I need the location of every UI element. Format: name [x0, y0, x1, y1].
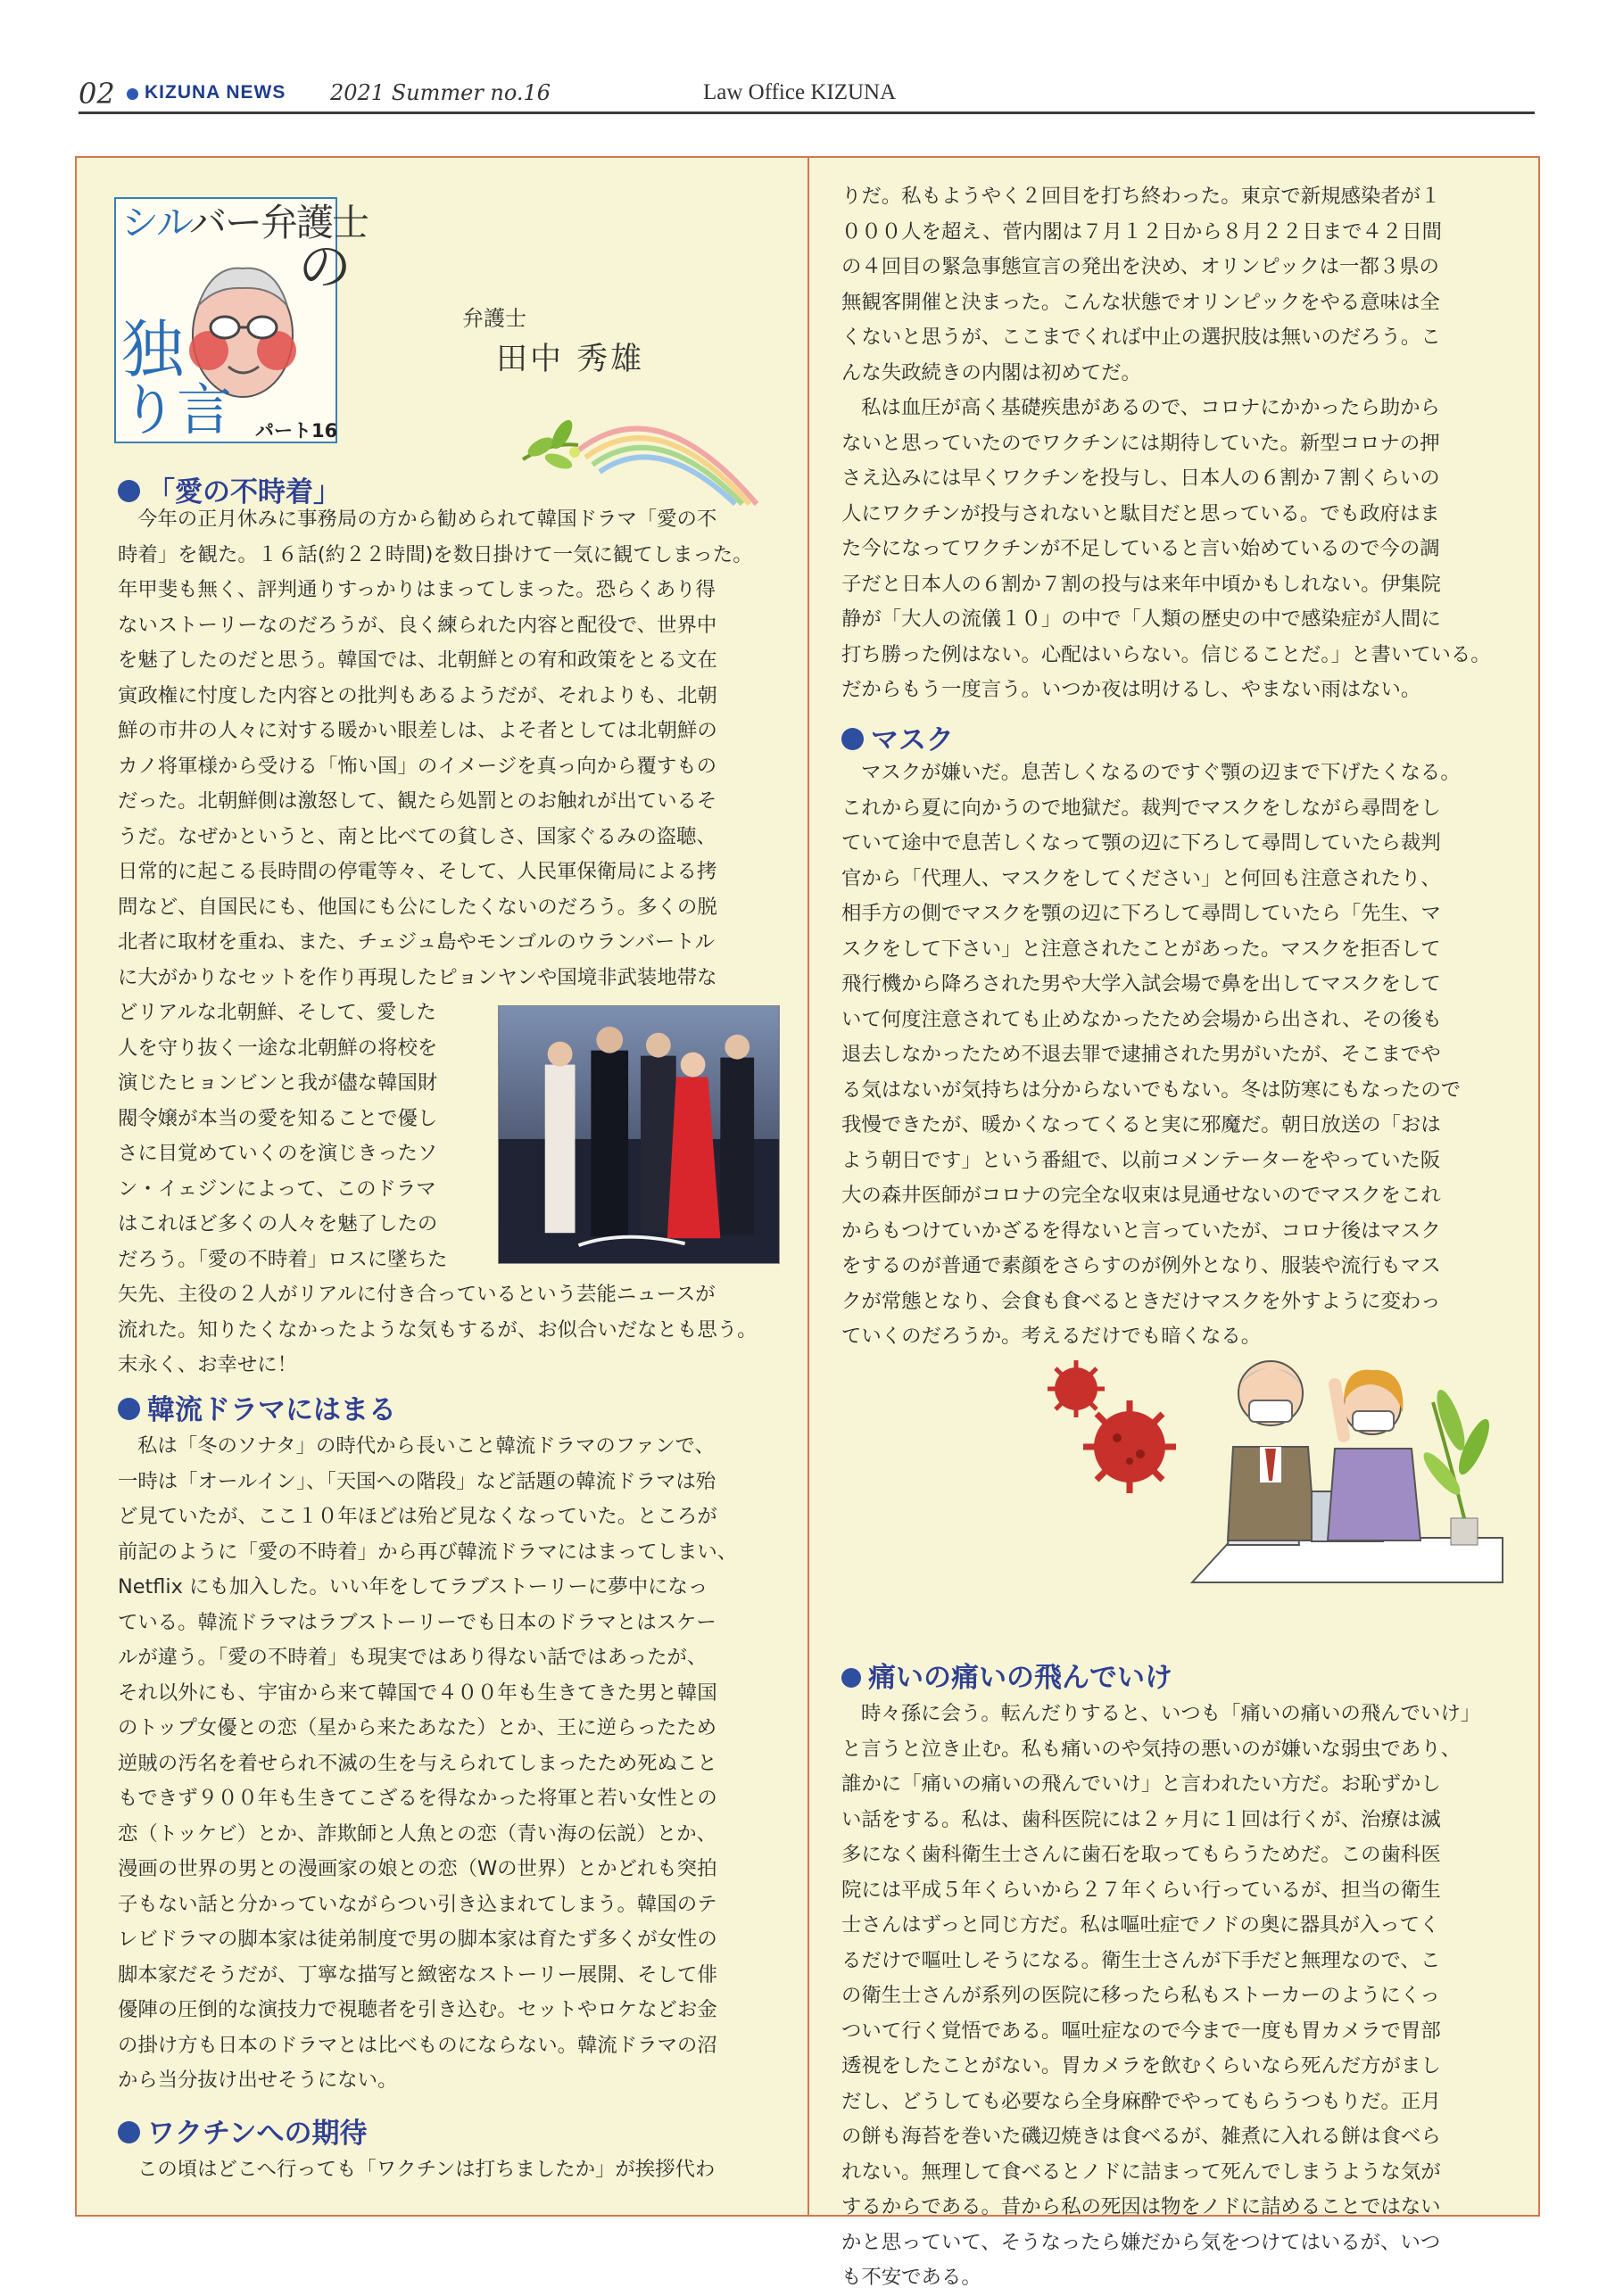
drama-poster-photo — [498, 1005, 780, 1264]
section-vaccine — [118, 2117, 796, 2152]
section-heading-korean-drama: 韓流ドラマにはまる — [118, 1393, 796, 1429]
section-heading-pain-go-away: 痛いの痛いの飛んでいけ — [841, 1661, 1520, 1697]
section-heading-mask: マスク — [841, 723, 1520, 759]
newsletter-brand: KIZUNA NEWS — [145, 82, 286, 103]
column-logo — [114, 197, 369, 443]
column-divider — [808, 158, 809, 2215]
author-label: 弁護士 — [462, 306, 526, 331]
section-korean-drama — [118, 1393, 796, 1429]
section-body-vaccine: この頃はどこへ行っても「ワクチンは打ちましたか」が挨拶代わ — [137, 2158, 716, 2181]
section-body-mask: マスクが嫌いだ。息苦しくなるのですぐ顎の辺まで下げたくなる。 これから夏に向かうので地獄だ。裁判でマスクをしながら尋問をし ていて途中で息苦しくなって顎の辺に下ろして尋問していたら裁判 官から「代理人、マスクをしてください」と何回も注意されたり、 相手方の側でマスクを顎の辺に下ろして尋問していたら「先生、マ スクをして下さい」と注意されたことがあった。マスクを拒否して 飛行機から降ろされた男や大学入試会場で鼻を出してマスクをして いて何度注意されても止めなかったため会場から出され、その後も 退去しなかったため不退去罪で逮捕された男がいたが、そこまでや る気はないが気持ちは分からないでもない。冬は防寒にもなったので 我慢できたが、暖かくなってくると実に邪魔だ。朝日放送の「おは よう朝日です」という番組で、以前コメンテーターをやっていた阪 大の森井医師がコロナの完全な収束は見通せないのでマスクをこれ からもつけていかざるを得ないと言っていたが、コロナ後はマスク をするのが普通で素顔をさらすのが例外となり、服装や流行もマス クが常態となり、会食も食べるときだけマスクを外すように変わっ ていくのだろうか。考えるだけでも暗くなる。 — [841, 761, 1462, 1348]
issue-label: 2021 Summer no.16 — [330, 80, 551, 105]
section-heading-love-landing: 「愛の不時着」 — [118, 475, 796, 511]
bullet-dot-icon — [127, 88, 138, 100]
author-name: 田中 秀雄 — [496, 342, 645, 377]
section-mask — [841, 723, 1520, 759]
virus-icon — [1048, 1360, 1176, 1493]
logo-title-hito: 独 — [121, 313, 184, 386]
logo-title-silver-lawyer: シルバー弁護士 — [121, 201, 369, 244]
office-name: Law Office KIZUNA — [703, 80, 897, 104]
page-number: 02 — [79, 77, 115, 111]
section-body-pain-go-away: 時々孫に会う。転んだりすると、いつも「痛いの痛いの飛んでいけ」 と言うと泣き止む。私も痛いのや気持の悪いのが嫌いな弱虫であり、 誰かに「痛いの痛いの飛んでいけ」と言われたい方だ。お恥ずかし い話をする。私は、歯科医院には２ヶ月に１回は行くが、治療は滅 多になく歯科衛生士さんに歯石を取ってもらうためだ。この歯科医 院には平成５年くらいから２７年くらい行っているが、担当の衛生 士さんはずっと同じ方だ。私は嘔吐症でノドの奥に器具が入ってく るだけで嘔吐しそうになる。衛生士さんが下手だと無理なので、こ の衛生士さんが系列の医院に移ったら私もストーカーのようにくっ ついて行く覚悟である。嘔吐症なので今まで一度も胃カメラで胃部 透視をしたことがない。胃カメラを飲むくらいなら死んだ方がまし だし、どうしても必要なら全身麻酔でやってもらうつもりだ。正月 の餅も海苔を巻いた磯辺焼きは食べるが、雑煮に入れる餅は食べら れない。無理して食べるとノドに詰まって死んでしまうような気が するからである。昔から私の死因は物をノドに詰めることではない かと思っていて、そうなったら嫌だから気をつけてはいるが、いつ も不安である。 — [841, 1702, 1481, 2289]
section-body-love-landing: 今年の正月休みに事務局の方から勧められて韓国ドラマ「愛の不 時着」を観た。１６話(約２２時間)を数日掛けて一気に観てしまった。 年甲斐も無く、評判通りすっかりはまってしまった。恐らくあり得 ないストーリーなのだろうが、良く練られた内容と配役で、世界中 を魅了したのだと思う。韓国では、北朝鮮との宥和政策をとる文在 寅政権に忖度した内容との批判もあるようだが、それよりも、北朝 鮮の市井の人々に対する暖かい眼差しは、よそ者としては北朝鮮の カノ将軍様から受ける「怖い国」のイメージを真っ向から覆すもの だった。北朝鮮側は激怒して、観たら処罰とのお触れが出ているそ うだ。なぜかというと、南と比べての貧しさ、国家ぐるみの盗聴、 日常的に起こる長時間の停電等々、そして、人民軍保衛局による拷 問など、自国民にも、他国にも公にしたくないのだろう。多くの脱 北者に取材を重ね、また、チェジュ島やモンゴルのウランバートル に大がかりなセットを作り再現したピョンヤンや国境非武装地帯な どリアルな北朝鮮、そして、愛した 人を守り抜く一途な北朝鮮の将校を 演じたヒョンビンと我が儘な韓国財 閥令嬢が本当の愛を知ることで優し さに目覚めていくのを演じきったソ ン・イェジンによって、このドラマ はこれほど多くの人々を魅了したの だろう。「愛の不時着」ロスに墜ちた 矢先、主役の２人がリアルに付き合っているという芸能ニュースが 流れた。知りたくなかったような気もするが、お似合いだなとも思う。 末永く、お幸せに！ — [118, 508, 758, 1376]
logo-title-rigen: り言 — [121, 377, 233, 442]
section-body-vaccine-cont: りだ。私もようやく２回目を打ち終わった。東京で新規感染者が１ ０００人を超え、菅内閣は７月１２日から８月２２日まで４２日間 の４回目の緊急事態宣言の発出を決め、オリンピックは一都３県の 無観客開催と決まった。こんな状態でオリンピックをやる意味は全 くないと思うが、ここまでくれば中止の選択肢は無いのだろう。こ んな失政続きの内閣は初めてだ。 私は血圧が高く基礎疾患があるので、コロナにかかったら助から ないと思っていたのでワクチンには期待していた。新型コロナの押 さえ込みには早くワクチンを投与し、日本人の６割か７割くらいの 人にワクチンが投与されないと駄目だと思っている。でも政府はま た今になってワクチンが不足していると言い始めているので今の調 子だと日本人の６割か７割の投与は来年中頃かもしれない。伊集院 静が「大人の流儀１０」の中で「人類の歴史の中で感染症が人間に 打ち勝った例はない。心配はいらない。信じることだ。」と書いている。 だからもう一度言う。いつか夜は明けるし、やまない雨はない。 — [841, 185, 1491, 701]
section-pain-go-away — [841, 1661, 1520, 1697]
article-frame — [75, 156, 1540, 2289]
mask-people-illustration — [969, 1349, 1504, 1594]
logo-title-no: の — [298, 236, 352, 299]
plant-icon — [1419, 1387, 1495, 1545]
logo-part-number: パート16 — [255, 420, 338, 442]
section-body-korean-drama: 私は「冬のソナタ」の時代から長いこと韓流ドラマのファンで、 一時は「オールイン」、「天国への階段」など話題の韓流ドラマは殆 ど見ていたが、ここ１０年ほどは殆ど見なくなっていた。ところが 前記のように「愛の不時着」から再び韓流ドラマにはまってしまい、 Netflix にも加入した。いい年をしてラブストーリーに夢中になっ ている。韓流ドラマはラブストーリーでも日本のドラマとはスケー ルが違う。「愛の不時着」も現実ではあり得ない話ではあったが、 それ以外にも、宇宙から来て韓国で４００年も生きてきた男と韓国 のトップ女優との恋（星から来たあなた）とか、王に逆らったため 逆賊の汚名を着せられ不滅の生を与えられてしまったため死ぬこと もできず９００年も生きてこざるを得なかった将軍と若い女性との 恋（トッケビ）とか、詐欺師と人魚との恋（青い海の伝説）とか、 漫画の世界の男との漫画家の娘との恋（Wの世界）とかどれも突拍 子もない話と分かっていながらつい引き込まれてしまう。韓国のテ レビドラマの脚本家は徒弟制度で男の脚本家は育たず多くが女性の 脚本家だそうだが、丁寧な描写と緻密なストーリー展開、そして俳 優陣の圧倒的な演技力で視聴者を引き込む。セットやロケなどお金 の掛け方も日本のドラマとは比べものにならない。韓流ドラマの沼 から当分抜け出せそうにない。 — [118, 1434, 738, 2092]
section-heading-vaccine: ワクチンへの期待 — [118, 2117, 796, 2152]
page-header — [79, 73, 1535, 114]
